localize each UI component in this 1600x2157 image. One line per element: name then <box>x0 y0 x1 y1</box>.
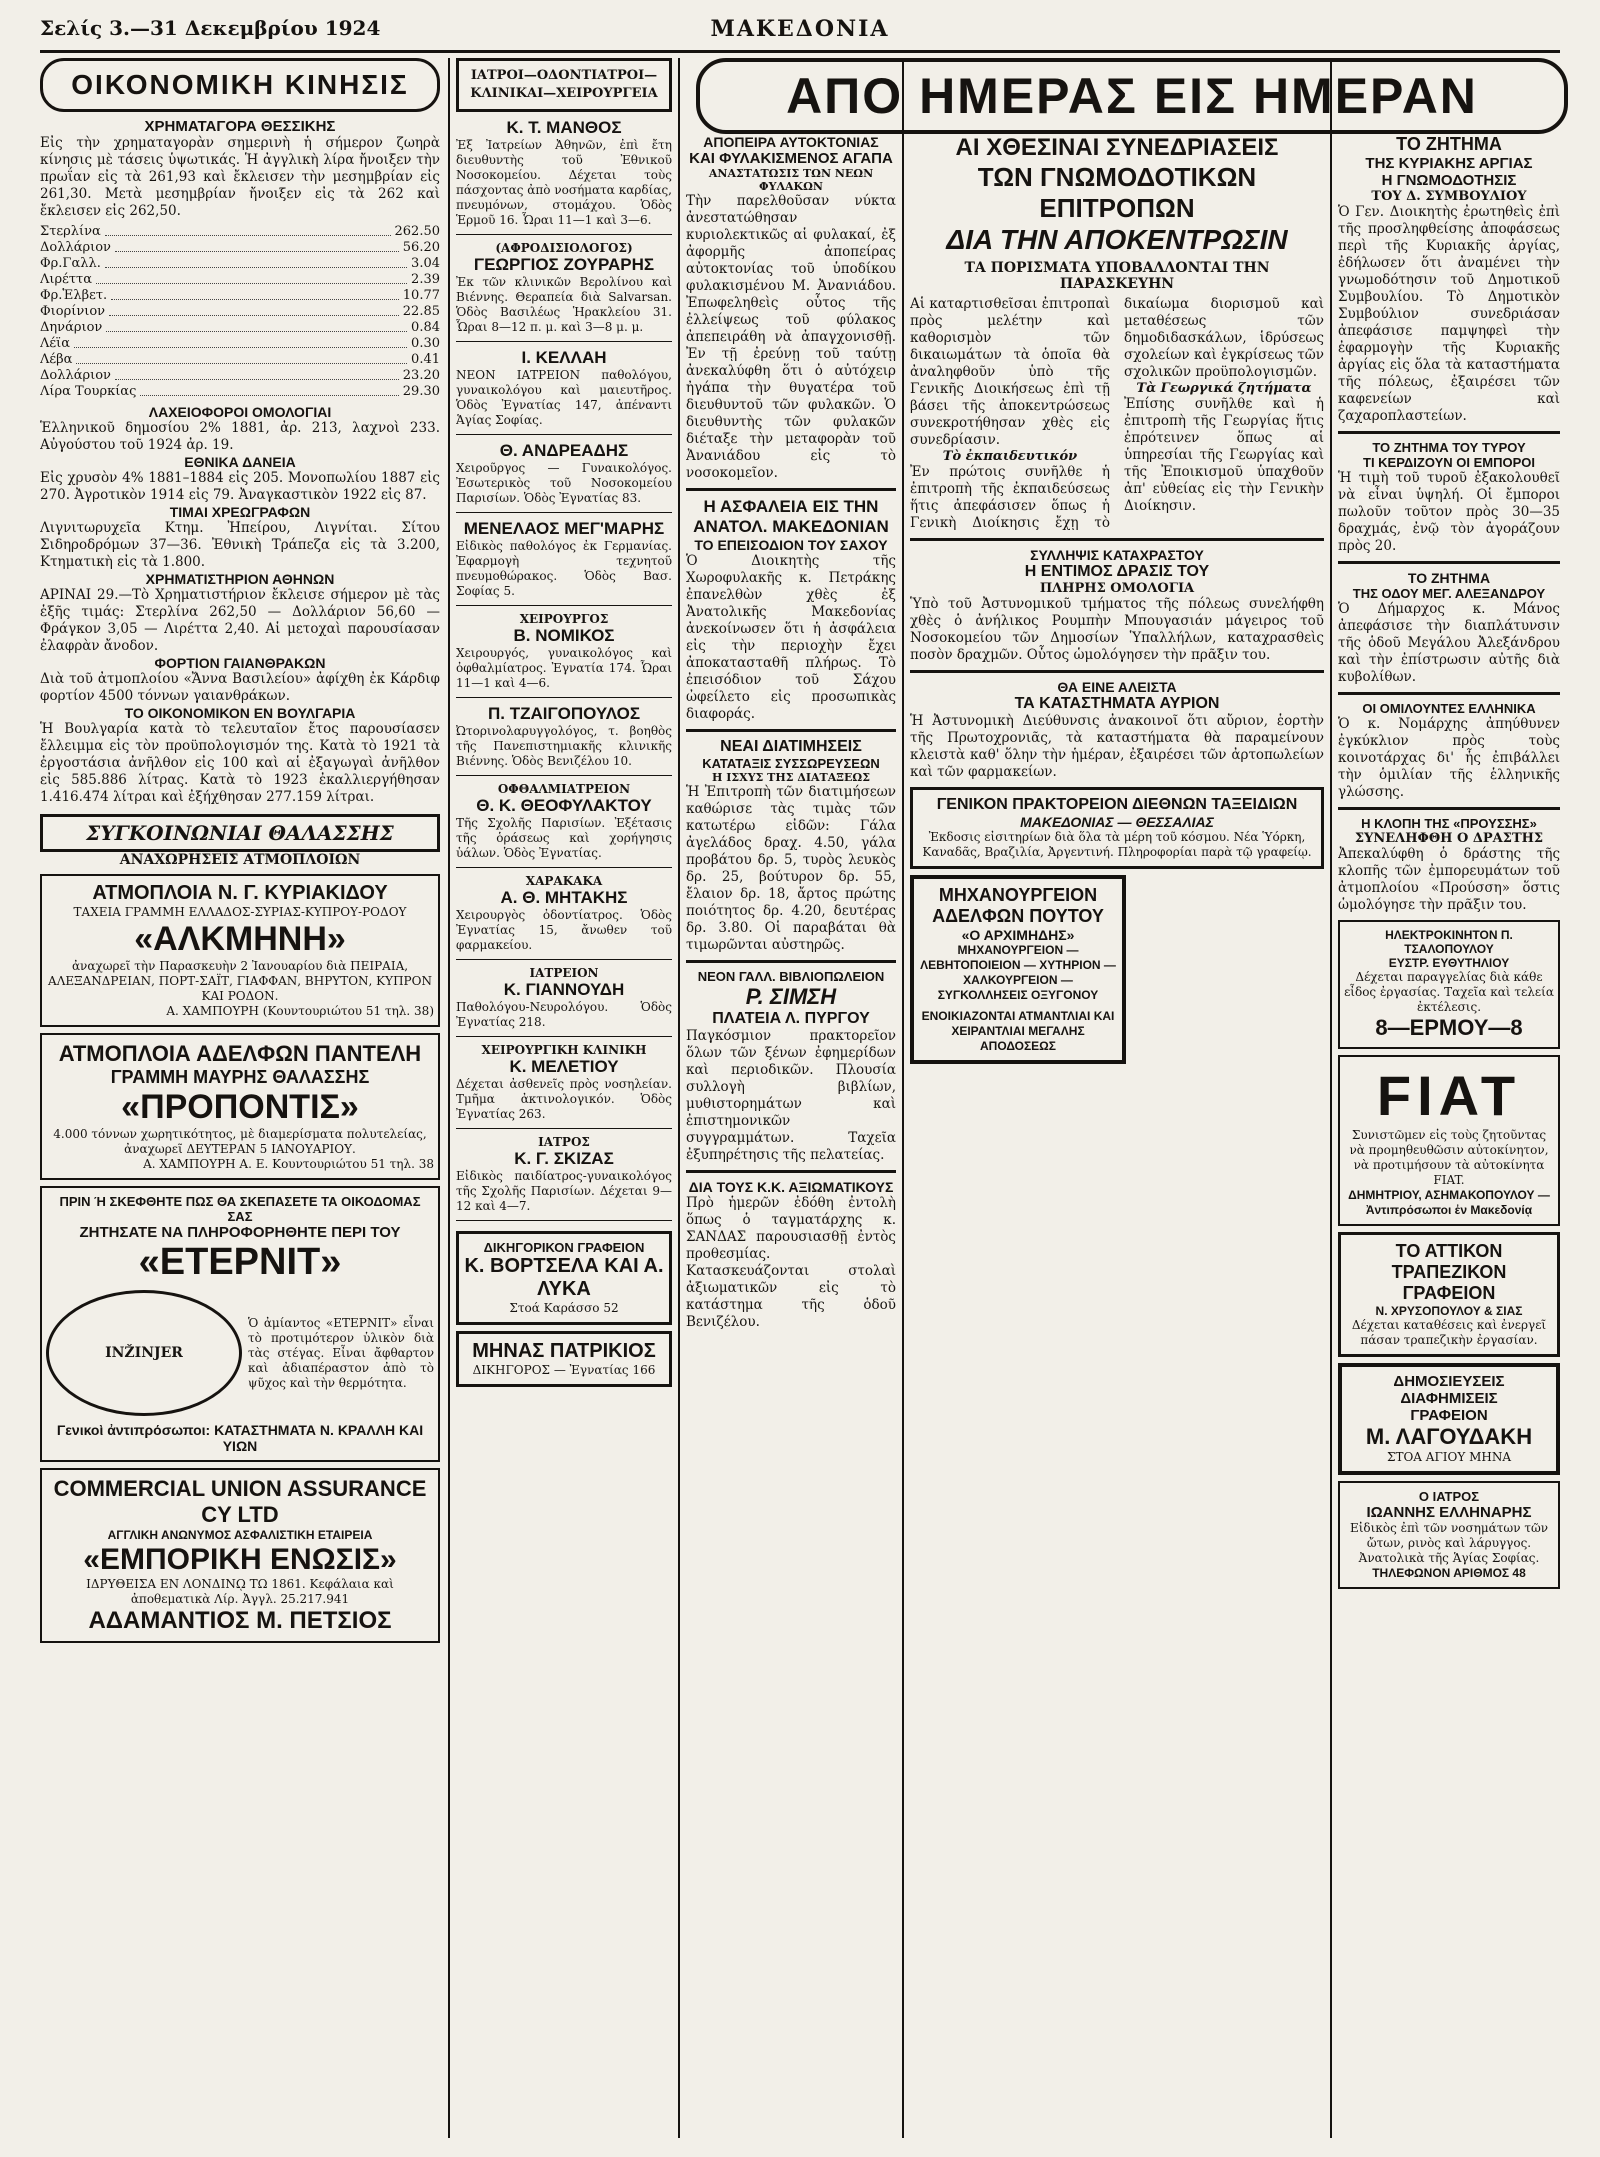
doctor-text: Ἐξ Ἰατρείων Ἀθηνῶν, ἐπὶ ἔτη διευθυντὴς τοῦ Ἐθνικοῦ Νοσοκομείου. Δέχεται τοὺς πάσχοντας ἀπὸ νοσήματα καρδίας, πνευμόνων, στομάχου. Ὁδὸς Ἑρμοῦ 16. Ὧραι 11—1 καὶ 3—6. <box>456 138 672 227</box>
rate-currency: Λέβα <box>40 352 73 367</box>
doctor-listing <box>456 612 672 698</box>
ad-lawyer <box>456 1331 672 1387</box>
doctor-listing <box>456 441 672 513</box>
bookshop-address: ΠΛΑΤΕΙΑ Λ. ΠΥΡΓΟΥ <box>712 1010 870 1027</box>
lawyer-sub: ΔΙΚΗΓΟΡΟΣ — Ἐγνατίας 166 <box>472 1363 656 1377</box>
column-local-news-2 <box>910 134 1324 2134</box>
ad-heading: ΔΙΚΗΓΟΡΙΚΟΝ ΓΡΑΦΕΙΟΝ <box>483 1240 645 1255</box>
ad-dealer: Γενικοὶ ἀντιπρόσωποι: ΚΑΤΑΣΤΗΜΑΤΑ Ν. ΚΡΑΛΛΗ ΚΑΙ ΥΙΩΝ <box>56 1422 424 1454</box>
article-text: Ἐν πρώτοις συνῆλθε ἡ ἐπιτροπὴ τῆς ἐκπαιδεύσεως ἥτις ἀπεφάσισεν ὅπως ἡ Γενικὴ Διοίκησις ἔχῃ τὸ δικαίωμα διορισμοῦ καὶ μεταθέσεως τῶν δημοδιδασκάλων, ἱδρύσεως σχολείων καὶ ἐγκρίσεως τῶν σχολικῶν προϋπολογισμῶν. <box>910 296 1324 531</box>
ad-fiat <box>1338 1055 1560 1226</box>
doctor-name: Α. Θ. ΜΗΤΑΚΗΣ <box>500 888 628 907</box>
rate-row <box>40 336 440 352</box>
prices-heading: ΤΙΜΑΙ ΧΡΕΩΓΡΑΦΩΝ <box>169 504 311 520</box>
ad-travel-agency <box>910 787 1324 869</box>
exchange-text: Εἰς τὴν χρηματαγορὰν σημερινὴ ἡ σήμερον ζωηρὰ κίνησις μὲ τάσεις ὑψωτικάς. Ἡ ἀγγλικὴ λίρα ἤνοιξεν τὴν πρωΐαν εἰς τὰ 261,93 καὶ ἔκλεισεν τὴν μεσημβρίαν εἰς 261,30. Μετὰ μεσημβρίαν ἤνοιξεν εἰς τὰ 262 καὶ ἔκλεισεν εἰς 262,50. <box>40 135 440 219</box>
ad-text: ἀναχωρεῖ τὴν Παρασκευὴν 2 Ἰανουαρίου διὰ ΠΕΙΡΑΙΑ, ΑΛΕΞΑΝΔΡΕΙΑΝ, ΠΟΡΤ-ΣΑΪΤ, ΓΙΑΦΦΑΝ, ΒΗΡΥΤΟΝ, ΚΥΠΡΟΝ ΚΑΙ ΡΟΔΟΝ. <box>48 959 432 1003</box>
ad-heading: ΓΕΝΙΚΟΝ ΠΡΑΚΤΟΡΕΙΟΝ ΔΙΕΘΝΩΝ ΤΑΞΕΙΔΙΩΝ <box>936 796 1298 813</box>
rate-value: 29.30 <box>402 384 440 399</box>
rate-row <box>40 384 440 400</box>
doctor-name: Θ. Κ. ΘΕΟΦΥΛΑΚΤΟΥ <box>476 796 652 815</box>
article-subheading: ΠΛΗΡΗΣ ΟΜΟΛΟΓΙΑ <box>1039 581 1195 596</box>
rate-row <box>40 256 440 272</box>
rate-currency: Φρ.Γαλλ. <box>40 256 101 271</box>
doctor-text: ΝΕΟΝ ΙΑΤΡΕΙΟΝ παθολόγου, γυναικολόγου καὶ μαιευτῆρος. Ὁδὸς Ἐγνατίας 147, ἀπέναντι Ἁγίας Σοφίας. <box>456 368 672 427</box>
ad-electric <box>1338 920 1560 1049</box>
article-heading: ΝΕΑΙ ΔΙΑΤΙΜΗΣΕΙΣ <box>720 738 862 755</box>
ad-text: Δέχεται παραγγελίας διὰ κάθε εἶδος ἐργασίας. Ταχεῖα καὶ τελεία ἐκτέλεσις. <box>1344 970 1554 1014</box>
rate-currency: Στερλίνα <box>40 224 101 239</box>
article-subheading: Η ΙΣΧΥΣ ΤΗΣ ΔΙΑΤΑΞΕΩΣ <box>712 771 870 784</box>
bookshop-text: Παγκόσμιον πρακτορεῖον ὅλων τῶν ξένων ἐφημερίδων καὶ περιοδικῶν. Πλουσία συλλογὴ βιβλίων, μυθιστορημάτων καὶ ἐπιστημονικῶν συγγραμμάτων. Ταχεῖα ἐξυπηρέτησις τῆς πελατείας. <box>686 1028 896 1163</box>
ad-text: 4.000 τόννων χωρητικότητος, μὲ διαμερίσματα πολυτελείας, ἀναχωρεῖ ΔΕΥΤΕΡΑΝ 5 ΙΑΝΟΥΑΡΙΟΥ. <box>53 1127 427 1156</box>
article-subheading: ΣΥΝΕΛΗΦΘΗ Ο ΔΡΑΣΤΗΣ <box>1354 831 1544 846</box>
section-heading: Τὸ ἐκπαιδευτικόν <box>942 449 1078 464</box>
ad-name: Μ. ΛΑΓΟΥΔΑΚΗ <box>1365 1424 1533 1449</box>
ship-name: «ΠΡΟΠΟΝΤΙΣ» <box>121 1088 359 1126</box>
article-subheading: Η ΓΝΩΜΟΔΟΤΗΣΙΣ <box>1381 172 1517 189</box>
doctor-listing <box>456 1043 672 1129</box>
article-heading: ΔΙΑ ΤΟΥΣ Κ.Κ. ΑΞΙΩΜΑΤΙΚΟΥΣ <box>688 1179 894 1195</box>
shipping-banner: ΣΥΓΚΟΙΝΩΝΙΑΙ ΘΑΛΑΣΣΗΣ <box>40 814 440 852</box>
column-rule <box>1330 58 1332 2138</box>
article-subheading: ΤΙ ΚΕΡΔΙΖΟΥΝ ΟΙ ΕΜΠΟΡΟΙ <box>1363 455 1535 470</box>
rate-value: 22.85 <box>402 304 440 319</box>
rate-row <box>40 304 440 320</box>
exchange-heading: ΧΡΗΜΑΤΑΓΟΡΑ ΘΕΣΣΙΚΗΣ <box>144 118 336 135</box>
page-date: Σελίς 3.—31 Δεκεμβρίου 1924 <box>40 16 381 40</box>
doctor-specialty: ΧΕΙΡΟΥΡΓΙΚΗ ΚΛΙΝΙΚΗ <box>481 1043 647 1057</box>
doctor-name: Κ. ΜΕΛΕΤΙΟΥ <box>509 1057 619 1076</box>
article-subheading: ΚΑΤΑΤΑΞΙΣ ΣΥΣΣΩΡΕΥΣΕΩΝ <box>702 756 880 771</box>
doctor-listing <box>456 118 672 235</box>
ad-subheading: Ν. ΧΡΥΣΟΠΟΥΛΟΥ & ΣΙΑΣ <box>1375 1304 1523 1318</box>
prices-text: Λιγνιτωρυχεῖα Κτημ. Ἠπείρου, Λιγνίται. Σίτου Σιδηροδρόμων 37—36. Ἐθνικὴ Τράπεζα εἰς τὰ 3.200, Κτηματικὴ εἰς τὰ 1.800. <box>40 520 440 570</box>
doctor-name: Θ. ΑΝΔΡΕΑΔΗΣ <box>499 441 629 460</box>
ad-subheading: ΓΡΑΦΕΙΟΝ <box>1410 1407 1488 1424</box>
ad-machine-shop <box>910 875 1126 1064</box>
ad-eternit <box>40 1186 440 1462</box>
doctors-list <box>456 118 672 1221</box>
rate-row <box>40 224 440 240</box>
article-heading: ΣΥΛΛΗΨΙΣ ΚΑΤΑΧΡΑΣΤΟΥ <box>1030 547 1204 563</box>
article-text: Ὁ Δήμαρχος κ. Μάνος ἀπεφάσισε τὴν διαπλάτυνσιν τῆς ὁδοῦ Μεγάλου Ἀλεξάνδρου καὶ τὴν ἐπίστρωσιν αὐτῆς διὰ κυβολίθων. <box>1338 601 1560 685</box>
bookshop-name: Ρ. ΣΙΜΣΗ <box>745 984 837 1009</box>
bonds-heading: ΛΑΧΕΙΟΦΟΡΟΙ ΟΜΟΛΟΓΙΑΙ <box>148 404 332 420</box>
ad-agent: Α. ΧΑΜΠΟΥΡΗ (Κουντουριώτου 51 τηλ. 38) <box>166 1004 434 1018</box>
ad-address: ΣΤΟΑ ΑΓΙΟΥ ΜΗΝΑ <box>1386 1450 1512 1464</box>
bookshop-heading: ΝΕΟΝ ΓΑΛΛ. ΒΙΒΛΙΟΠΩΛΕΙΟΝ <box>697 969 885 984</box>
rate-currency: Δηνάριον <box>40 320 103 335</box>
athens-heading: ΧΡΗΜΑΤΙΣΤΗΡΙΟΝ ΑΘΗΝΩΝ <box>145 571 335 587</box>
doctor-text: Δέχεται ἀσθενεῖς πρὸς νοσηλείαν. Τμῆμα ἀκτινολογικόν. Ὁδὸς Ἐγνατίας 263. <box>456 1077 672 1121</box>
article-text: Ἐπίσης συνῆλθε καὶ ἡ ἐπιτροπὴ τῆς Γεωργίας ἥτις ἐπρότεινεν ὅπως αἱ ὑπηρεσίαι τῆς Γεωργίας καὶ τῆς Ἐποικισμοῦ ὑπαχθοῦν ἀπ' εὐθείας εἰς τὴν Γενικὴν Διοίκησιν. <box>1124 396 1324 514</box>
doctor-listing <box>456 704 672 776</box>
rate-row <box>40 288 440 304</box>
doctor-text: Εἰδικὸς παθολόγος ἐκ Γερμανίας. Ἐφαρμογὴ τεχνητοῦ πνευμοθώρακος. Ὁδὸς Βασ. Σοφίας 5. <box>456 539 672 598</box>
rate-currency: Λίρα Τουρκίας <box>40 384 137 399</box>
ad-subheading: ΜΑΚΕΔΟΝΙΑΣ — ΘΕΣΣΑΛΙΑΣ <box>1020 814 1214 830</box>
ad-text: Δέχεται καταθέσεις καὶ ἐνεργεῖ πάσαν τραπεζικὴν ἐργασίαν. <box>1351 1318 1547 1347</box>
ad-address: Στοά Καράσσο 52 <box>509 1301 619 1315</box>
rate-row <box>40 272 440 288</box>
ad-law-office <box>456 1231 672 1325</box>
ad-footer: ΕΝΟΙΚΙΑΖΟΝΤΑΙ ΑΤΜΑΝΤΛΙΑΙ ΚΑΙ ΧΕΙΡΑΝΤΛΙΑΙ ΜΕΓΑΛΗΣ ΑΠΟΔΟΣΕΩΣ <box>921 1009 1115 1053</box>
ad-commercial-union <box>40 1468 440 1643</box>
rate-value: 10.77 <box>402 288 440 303</box>
ad-heading: ΤΟ ΑΤΤΙΚΟΝ ΤΡΑΠΕΖΙΚΟΝ ΓΡΑΦΕΙΟΝ <box>1391 1241 1507 1303</box>
rate-value: 56.20 <box>402 240 440 255</box>
column-economy <box>40 58 440 2138</box>
article-heading: Η ΚΛΟΠΗ ΤΗΣ «ΠΡΟΥΣΣΗΣ» <box>1361 816 1537 831</box>
ad-publicity-office <box>1338 1363 1560 1475</box>
rate-currency: Λέϊα <box>40 336 70 351</box>
ad-title: ΑΤΜΟΠΛΟΙΑ Ν. Γ. ΚΥΡΙΑΚΙΔΟΥ <box>92 882 388 904</box>
ad-doctor-ellinaris <box>1338 1481 1560 1589</box>
article-text: Ὁ Διοικητὴς τῆς Χωροφυλακῆς κ. Πετράκης ἐπανελθὼν χθὲς ἐξ Ἀνατολικῆς Μακεδονίας ἀνεκοίνωσεν ὅτι ἡ ἀσφάλεια εἰς τὴν περιοχὴν ἔχει ἀποκατασταθῆ πλήρως. Τὸ ἐπεισόδιον τοῦ Σάχου ὠφείλετο εἰς προσωπικὰς διαφοράς. <box>686 553 896 722</box>
article-heading: ΑΠΟΠΕΙΡΑ ΑΥΤΟΚΤΟΝΙΑΣ <box>703 134 879 150</box>
article-heading: ΤΟ ΖΗΤΗΜΑ <box>1396 134 1502 154</box>
ad-text: Εἰδικὸς ἐπὶ τῶν νοσημάτων τῶν ὤτων, ρινὸς καὶ λάρυγγος. Ἀνατολικὰ τῆς Ἁγίας Σοφίας. <box>1349 1521 1549 1565</box>
rate-row <box>40 352 440 368</box>
exchange-rates-table <box>40 224 440 400</box>
main-section-banner: ΑΠΟ ΗΜΕΡΑΣ ΕΙΣ ΗΜΕΡΑΝ <box>696 58 1568 134</box>
doctors-banner: ΙΑΤΡΟΙ—ΟΔΟΝΤΙΑΤΡΟΙ—ΚΛΙΝΙΚΑΙ—ΧΕΙΡΟΥΡΓΕΙΑ <box>456 58 672 112</box>
doctor-text: Χειρουργὸς ὀδοντίατρος. Ὁδὸς Ἐγνατίας 15, ἄνωθεν τοῦ φαρμακείου. <box>456 908 672 952</box>
ad-name: ΙΩΑΝΝΗΣ ΕΛΛΗΝΑΡΗΣ <box>1366 1504 1532 1521</box>
article-heading: ΤΩΝ ΓΝΩΜΟΔΟΤΙΚΩΝ ΕΠΙΤΡΟΠΩΝ <box>977 162 1257 223</box>
rate-currency: Δολλάριον <box>40 240 111 255</box>
section-heading: Τὰ Γεωργικά ζητήματα <box>1136 381 1312 396</box>
article-text: Αἱ καταρτισθεῖσαι ἐπιτροπαὶ πρὸς μελέτην καὶ καθορισμὸν τῶν δικαιωμάτων τὰ ὁποῖα θὰ ἀναληφθοῦν ὑπὸ τῆς Γενικῆς Διοικήσεως ἐπὶ τῇ βάσει τῆς ἀποκεντρώσεως συνεκροτήθησαν χθὲς εἰς συνεδρίασιν. <box>910 296 1110 448</box>
article-subheading: ΤΑ ΠΟΡΙΣΜΑΤΑ ΥΠΟΒΑΛΛΟΝΤΑΙ ΤΗΝ ΠΑΡΑΣΚΕΥΗΝ <box>964 260 1270 292</box>
doctor-specialty: (ΑΦΡΟΔΙΣΙΟΛΟΓΟΣ) <box>495 241 633 255</box>
ad-attic-bank <box>1338 1232 1560 1357</box>
ad-heading: ΔΗΜΟΣΙΕΥΣΕΙΣ ΔΙΑΦΗΜΙΣΕΙΣ <box>1393 1373 1505 1407</box>
ad-line: ΓΡΑΜΜΗ ΜΑΥΡΗΣ ΘΑΛΑΣΣΗΣ <box>110 1067 370 1087</box>
doctor-specialty: ΧΕΙΡΟΥΡΓΟΣ <box>519 612 609 626</box>
ad-line: ΑΓΓΛΙΚΗ ΑΝΩΝΥΜΟΣ ΑΣΦΑΛΙΣΤΙΚΗ ΕΤΑΙΡΕΙΑ <box>107 1528 373 1542</box>
ad-names: Κ. ΒΟΡΤΣΕΛΑ ΚΑΙ Α. ΛΥΚΑ <box>464 1255 664 1300</box>
doctor-listing <box>456 966 672 1037</box>
ad-text: ΙΔΡΥΘΕΙΣΑ ΕΝ ΛΟΝΔΙΝῼ ΤΩ 1861. Κεφάλαια καὶ ἀποθεματικὰ Λίρ. Ἀγγλ. 25.217.941 <box>86 1577 394 1606</box>
article-heading: ΤΟ ΖΗΤΗΜΑ <box>1407 570 1491 586</box>
article-text: Ὑπὸ τοῦ Ἀστυνομικοῦ τμήματος τῆς πόλεως συνελήφθη χθὲς ὁ ἀνήλικος Ρουμπὴν Μπουγασιάν μάγειρος τοῦ Νοσοκομείου τῶν Δημοσίων Ὑπαλλήλων, καταχρασθεὶς ποσὸν δραχμῶν. Οὗτος ὡμολόγησεν τὴν πρᾶξιν του. <box>910 596 1324 663</box>
article-subheading: ΚΑΙ ΦΥΛΑΚΙΣΜΕΝΟΣ ΑΓΑΠΑ <box>689 150 893 167</box>
article-subheading: ΤΟΥ Δ. ΣΥΜΒΟΥΛΙΟΥ <box>1371 189 1527 204</box>
article-text: Ὁ κ. Νομάρχης ἀπηύθυνεν ἐγκύκλιον πρὸς τοὺς κοινοτάρχας δι' ἧς ἐπιβάλλει τὴν ὁμιλίαν τῆς ἑλληνικῆς γλώσσης. <box>1338 716 1560 800</box>
freight-text: Διὰ τοῦ ἀτμοπλοίου «Ἄννα Βασιλείου» ἀφίχθη ἐκ Κάρδιφ φορτίον 4500 τόννων γαιανθράκων. <box>40 671 440 704</box>
doctor-listing <box>456 241 672 342</box>
article-heading: ΤΟ ΖΗΤΗΜΑ ΤΟΥ ΤΥΡΟΥ <box>1372 440 1526 455</box>
athens-text: ΑΡΙΝΑΙ 29.—Τὸ Χρηματιστήριον ἔκλεισε σήμερον μὲ τὰς ἑξῆς τιμάς: Στερλίνα 262,50 — Δολλάριον 56,60 — Φράγκον 3,05 — Λιρέττα 2,40. Αἱ μετοχαὶ παρουσίασαν ἐλαφρὰν ἄνοδον. <box>40 587 440 654</box>
article-text: Ἡ Ἐπιτροπὴ τῶν διατιμήσεων καθώρισε τὰς τιμὰς τῶν κατωτέρω εἰδῶν: Γάλα ἀγελάδος δραχ. 4.50, γάλα προβάτου δρ. 5, τυρὸς λευκὸς δρ. 25, βούτυρον δρ. 55, ἔλαιον δρ. 18, ἄρτος πρώτης ποιότητος δρ. 4.20, δευτέρας δρ. 3.80. Οἱ παραβάται θὰ τιμωρῶνται αὐστηρῶς. <box>686 784 896 953</box>
article-heading: ΔΙΑ ΤΗΝ ΑΠΟΚΕΝΤΡΩΣΙΝ <box>946 224 1288 255</box>
doctor-listing <box>456 782 672 868</box>
company-name: «ΕΜΠΟΡΙΚΗ ΕΝΩΣΙΣ» <box>83 1543 397 1576</box>
rate-value: 0.41 <box>411 352 440 367</box>
doctor-specialty: ΧΑΡΑΚΑΚΑ <box>525 874 603 888</box>
bulgaria-text: Ἡ Βουλγαρία κατὰ τὸ τελευταῖον ἔτος παρουσίασεν ἔλλειμμα εἰς τὸν προϋπολογισμόν της. Κατὰ τὸ 1921 τὰ ἐργοστάσια ἀνῆλθον εἰς 100 καὶ αἱ ἐξαγωγαὶ ἀνῆλθον εἰς 585.886 λίτρας. Κατὰ τὸ 1923 ἐκαλλιεργήθησαν 1.416.474 λίτραι καὶ ἐξήχθησαν 277.159 λίτραι. <box>40 721 440 805</box>
column-rule <box>902 58 904 2138</box>
brand-name: «ΕΤΕΡΝΙΤ» <box>138 1241 342 1283</box>
article-text: Ἡ τιμὴ τοῦ τυροῦ ἐξακολουθεῖ νὰ εἶναι ὑψηλή. Οἱ ἔμποροι πωλοῦν τοῦτον πρὸς 30—35 δραχμάς, ἐνῷ τὸν ἀγοράζουν πρὸς 20. <box>1338 470 1560 554</box>
ad-heading: ΜΗΧΑΝΟΥΡΓΕΙΟΝ ΑΔΕΛΦΩΝ ΠΟΥΤΟΥ <box>932 885 1104 926</box>
ad-kyriakidou <box>40 874 440 1027</box>
article-text: Ἀπεκαλύφθη ὁ δράστης τῆς κλοπῆς τῶν ἐμπορευμάτων τοῦ ἀτμοπλοίου «Προύσση» ὅστις ὡμολόγησε τὴν πρᾶξιν του. <box>1338 846 1560 913</box>
ship-name: «ΑΛΚΜΗΝΗ» <box>134 920 346 958</box>
rate-row <box>40 320 440 336</box>
ad-heading: ΠΡΙΝ Ή ΣΚΕΦΘΗΤΕ ΠΩΣ ΘΑ ΣΚΕΠΑΣΕΤΕ ΤΑ ΟΙΚΟΔΟΜΑΣ ΣΑΣ <box>59 1194 421 1224</box>
doctor-name: Κ. Γ. ΣΚΙΖΑΣ <box>514 1149 614 1168</box>
article-text: Ἡ Ἀστυνομικὴ Διεύθυνσις ἀνακοινοῖ ὅτι αὔριον, ἑορτὴν τῆς Πρωτοχρονιᾶς, τὰ καταστήματα θὰ παραμείνουν κλειστὰ καθ' ὅλην τὴν ἡμέραν, ἐξαιρέσει τῶν ἀρτοπωλείων καὶ τῶν φαρμακείων. <box>910 713 1324 780</box>
doctor-text: Ἐκ τῶν κλινικῶν Βερολίνου καὶ Βιέννης. Θεραπεία διὰ Salvarsan. Ὁδὸς Βασιλέως Ἡρακλείου 31. Ὧραι 8—12 π. μ. καὶ 3—8 μ. μ. <box>456 275 672 334</box>
article-subheading: Η ΕΝΤΙΜΟΣ ΔΡΑΣΙΣ ΤΟΥ <box>1024 563 1210 580</box>
doctor-listing <box>456 874 672 960</box>
rate-value: 23.20 <box>402 368 440 383</box>
doctor-specialty: ΟΦΘΑΛΜΙΑΤΡΕΙΟΝ <box>497 782 631 796</box>
rate-row <box>40 240 440 256</box>
ad-text: Ἐκδοσις εἰσιτηρίων διὰ ὅλα τὰ μέρη τοῦ κόσμου. Νέα Ὑόρκη, Καναδᾶς, Βραζιλία, Ἀργεντινή. Πληροφορίαι παρὰ τῷ γραφείῳ. <box>922 830 1312 859</box>
column-local-news-3 <box>1338 134 1560 2134</box>
column-rule <box>448 58 450 2138</box>
loans-text: Εἰς χρυσὸν 4% 1881–1884 εἰς 205. Μονοπωλίου 1887 εἰς 270. Ἀγροτικὸν 1914 εἰς 79. Ἀναγκαστικὸν 1922 εἰς 87. <box>40 470 440 503</box>
column-local-news-1 <box>686 134 896 2134</box>
doctor-specialty: ΙΑΤΡΟΣ <box>538 1135 590 1149</box>
doctor-name: Ι. ΚΕΛΛΑΗ <box>521 348 607 367</box>
rate-value: 262.50 <box>394 224 440 239</box>
ad-address: 8—ΕΡΜΟΥ—8 <box>1375 1015 1523 1040</box>
doctor-text: Χειρουργός, γυναικολόγος καὶ ὀφθαλμίατρος. Ἐγνατία 174. Ὧραι 11—1 καὶ 4—6. <box>456 646 672 690</box>
fiat-logo: FIAT <box>1376 1064 1522 1127</box>
article-heading: ΘΑ ΕΙΝΕ ΑΛΕΙΣΤΑ <box>1057 679 1177 695</box>
doctor-name: Β. ΝΟΜΙΚΟΣ <box>513 626 615 645</box>
economy-banner: ΟΙΚΟΝΟΜΙΚΗ ΚΙΝΗΣΙΣ <box>40 58 440 112</box>
lawyer-name: ΜΗΝΑΣ ΠΑΤΡΙΚΙΟΣ <box>472 1340 656 1362</box>
rate-value: 3.04 <box>411 256 440 271</box>
article-text: Ὁ Γεν. Διοικητὴς ἐρωτηθεὶς ἐπὶ τῆς προσληφθείσης ἀποφάσεως περὶ τῆς Κυριακῆς ἀργίας, ἐδήλωσεν ὅτι ἀναμένει τὴν γνωμοδότησιν τοῦ Δημοτικοῦ Συμβουλίου. Τὸ Δημοτικὸν Συμβούλιον συνεδριάσαν ἀπεφάσισε παμψηφεὶ τὴν ἐφαρμογὴν τῆς Κυριακῆς ἀργίας εἰς ὅλα τὰ καταστήματα τῆς πόλεως, ἐξαιρέσει τῶν καφενείων καὶ ζαχαροπλαστείων. <box>1338 204 1560 424</box>
article-heading: Η ΑΣΦΑΛΕΙΑ ΕΙΣ ΤΗΝ ΑΝΑΤΟΛ. ΜΑΚΕΔΟΝΙΑΝ <box>693 497 889 536</box>
doctor-name: ΜΕΝΕΛΑΟΣ ΜΕΓ'ΜΑΡΗΣ <box>463 519 665 538</box>
ad-text: ΜΗΧΑΝΟΥΡΓΕΙΟΝ — ΛΕΒΗΤΟΠΟΙΕΙΟΝ — ΧΥΤΗΡΙΟΝ — ΧΑΛΚΟΥΡΓΕΙΟΝ — ΣΥΓΚΟΛΛΗΣΕΙΣ ΟΞΥΓΟΝΟΥ <box>920 943 1116 1002</box>
ad-name: «Ο ΑΡΧΙΜΗΔΗΣ» <box>961 927 1075 943</box>
article-subheading: ΤΑ ΚΑΤΑΣΤΗΜΑΤΑ ΑΥΡΙΟΝ <box>1014 695 1220 712</box>
rate-currency: Φιορίνιον <box>40 304 106 319</box>
article-subheading: ΤΗΣ ΟΔΟΥ ΜΕΓ. ΑΛΕΞΑΝΔΡΟΥ <box>1352 586 1546 601</box>
ad-subheading: ΕΥΣΤΡ. ΕΥΘΥΤΗΛΙΟΥ <box>1388 956 1510 970</box>
ad-pantele <box>40 1033 440 1180</box>
rate-currency: Φρ.Ἑλβετ. <box>40 288 108 303</box>
article-text: Τὴν παρελθοῦσαν νύκτα ἀνεστατώθησαν κυριολεκτικῶς αἱ φυλακαί, ἐξ ἀφορμῆς ἀποπείρας αὐτοκτονίας τοῦ ὑποδίκου φυλακισμένου Μ. Ἀνανιάδου. Ἐπωφεληθεὶς οὗτος τῆς ἐλλείψεως τοῦ φύλακος ἀπεπειράθη νὰ ἀπαγχονισθῇ. Ἐν τῇ ἐρεύνῃ τοῦ ταύτῃ ἀνεκαλύφθη ὅτι ὁ αὐτόχειρ ἠγάπα τὴν θυγατέρα τοῦ διευθυντοῦ τῶν φυλακῶν. Ὁ διευθυντὴς τῶν φυλακῶν διέταξε τὴν μεταφορὰν τοῦ Ἀνανιάδου εἰς τὸ νοσοκομεῖον. <box>686 193 896 481</box>
article-columns <box>910 296 1324 532</box>
article-heading: ΟΙ ΟΜΙΛΟΥΝΤΕΣ ΕΛΛΗΝΙΚΑ <box>1362 701 1536 716</box>
ad-subheading: ΖΗΤΗΣΑΤΕ ΝΑ ΠΛΗΡΟΦΟΡΗΘΗΤΕ ΠΕΡΙ ΤΟΥ <box>79 1224 401 1241</box>
ad-agent: ΔΗΜΗΤΡΙΟΥ, ΑΣΗΜΑΚΟΠΟΥΛΟΥ — Ἀντιπρόσωποι ἐν Μακεδονίᾳ <box>1348 1188 1550 1217</box>
rate-currency: Λιρέττα <box>40 272 93 287</box>
doctor-name: ΓΕΩΡΓΙΟΣ ΖΟΥΡΑΡΗΣ <box>473 255 655 274</box>
column-doctors <box>456 58 672 2138</box>
ad-phone: ΤΗΛΕΦΩΝΟΝ ΑΡΙΘΜΟΣ 48 <box>1372 1566 1526 1580</box>
ad-line: ΤΑΧΕΙΑ ΓΡΑΜΜΗ ΕΛΛΑΔΟΣ-ΣΥΡΙΑΣ-ΚΥΠΡΟΥ-ΡΟΔΟΥ <box>73 905 407 919</box>
doctor-text: Παθολόγου-Νευρολόγου. Ὁδὸς Ἐγνατίας 218. <box>456 1000 672 1029</box>
ad-agent: ΑΔΑΜΑΝΤΙΟΣ Μ. ΠΕΤΣΙΟΣ <box>88 1607 392 1634</box>
doctor-listing <box>456 1135 672 1221</box>
rate-value: 0.30 <box>411 336 440 351</box>
bonds-text: Ἑλληνικοῦ δημοσίου 2% 1881, ἀρ. 213, λαχνοὶ 233. Αὐγούστου τοῦ 1924 ἀρ. 19. <box>40 420 440 453</box>
ad-text: Ὁ ἀμίαντος «ΕΤΕΡΝΙΤ» εἶναι τὸ προτιμότερον ὑλικὸν διὰ τὰς στέγας. Εἶναι ἄφθαρτον καὶ ἀδιαπέραστον ἀπὸ τὸ ψῦχος καὶ τὴν θερμότητα. <box>248 1315 434 1390</box>
article-subheading: ΑΝΑΣΤΑΤΩΣΙΣ ΤΩΝ ΝΕΩΝ ΦΥΛΑΚΩΝ <box>708 167 874 193</box>
doctor-text: Ὠτορινολαρυγγολόγος, τ. βοηθὸς τῆς Πανεπιστημιακῆς κλινικῆς Βιέννης. Ὁδὸς Βενιζέλου 10. <box>456 724 672 768</box>
doctor-listing <box>456 348 672 435</box>
eternit-seal: INŽINJER <box>46 1290 242 1416</box>
bulgaria-heading: ΤΟ ΟΙΚΟΝΟΜΙΚΟΝ ΕΝ ΒΟΥΛΓΑΡΙΑ <box>124 705 356 721</box>
rate-value: 0.84 <box>411 320 440 335</box>
doctor-text: Χειροῦργος — Γυναικολόγος. Ἐσωτερικὸς τοῦ Νοσοκομείου Παρισίων. Ὁδὸς Ἐγνατίας 83. <box>456 461 672 505</box>
shipping-subheading: ΑΝΑΧΩΡΗΣΕΙΣ ΑΤΜΟΠΛΟΙΩΝ <box>119 852 361 868</box>
doctor-specialty: ΙΑΤΡΕΙΟΝ <box>529 966 599 980</box>
ad-text: Συνιστῶμεν εἰς τοὺς ζητοῦντας νὰ προμηθευθῶσιν αὐτοκίνητον, νὰ προτιμήσουν τὰ αὐτοκίνητα FIAT. <box>1349 1128 1549 1187</box>
ad-heading: ΗΛΕΚΤΡΟΚΙΝΗΤΟΝ Π. ΤΣΑΛΟΠΟΥΛΟΥ <box>1385 928 1513 956</box>
article-heading: ΑΙ ΧΘΕΣΙΝΑΙ ΣΥΝΕΔΡΙΑΣΕΙΣ <box>955 134 1279 161</box>
freight-heading: ΦΟΡΤΙΟΝ ΓΑΙΑΝΘΡΑΚΩΝ <box>154 655 326 671</box>
article-subheading: ΤΟ ΕΠΕΙΣΟΔΙΟΝ ΤΟΥ ΣΑΧΟΥ <box>694 537 888 553</box>
doctor-listing <box>456 519 672 606</box>
doctor-name: Π. ΤΖΑΙΓΟΠΟΥΛΟΣ <box>487 704 641 723</box>
doctor-text: Τῆς Σχολῆς Παρισίων. Ἐξέτασις τῆς ὁράσεως καὶ χορήγησις ὑάλων. Ὁδὸς Ἐγνατίας. <box>456 816 672 860</box>
article-arrest <box>910 547 1324 781</box>
masthead <box>40 10 1560 53</box>
doctor-name: Κ. ΓΙΑΝΝΟΥΔΗ <box>503 980 625 999</box>
rate-row <box>40 368 440 384</box>
article-text: Πρὸ ἡμερῶν ἐδόθη ἐντολὴ ὅπως ὁ ταγματάρχης κ. ΣΑΝΔΑΣ παρουσιασθῇ ἐντὸς προθεσμίας. Κατασκευάζονται στολαὶ ἀξιωματικῶν εἰς τὸ κατάστημα τῆς ὁδοῦ Βενιζέλου. <box>686 1195 896 1330</box>
ad-title: COMMERCIAL UNION ASSURANCE CY LTD <box>53 1476 427 1527</box>
rate-value: 2.39 <box>411 272 440 287</box>
doctor-name: Κ. Τ. ΜΑΝΘΟΣ <box>506 118 622 137</box>
doctor-text: Εἰδικὸς παιδίατρος-γυναικολόγος τῆς Σχολῆς Παρισίων. Δέχεται 9—12 καὶ 4—7. <box>456 1169 672 1213</box>
ad-title: ΑΤΜΟΠΛΟΙΑ ΑΔΕΛΦΩΝ ΠΑΝΤΕΛΗ <box>58 1041 422 1066</box>
column-rule <box>678 58 680 2138</box>
ad-agent: Α. ΧΑΜΠΟΥΡΗ Α. Ε. Κουντουριώτου 51 τηλ. 38 <box>143 1157 434 1171</box>
ad-heading: Ο ΙΑΤΡΟΣ <box>1418 1489 1480 1504</box>
newspaper-title: ΜΑΚΕΔΟΝΙΑ <box>710 16 890 42</box>
rate-currency: Δολλάριον <box>40 368 111 383</box>
article-heading: ΤΗΣ ΚΥΡΙΑΚΗΣ ΑΡΓΙΑΣ <box>1365 155 1533 172</box>
loans-heading: ΕΘΝΙΚΑ ΔΑΝΕΙΑ <box>184 454 296 470</box>
